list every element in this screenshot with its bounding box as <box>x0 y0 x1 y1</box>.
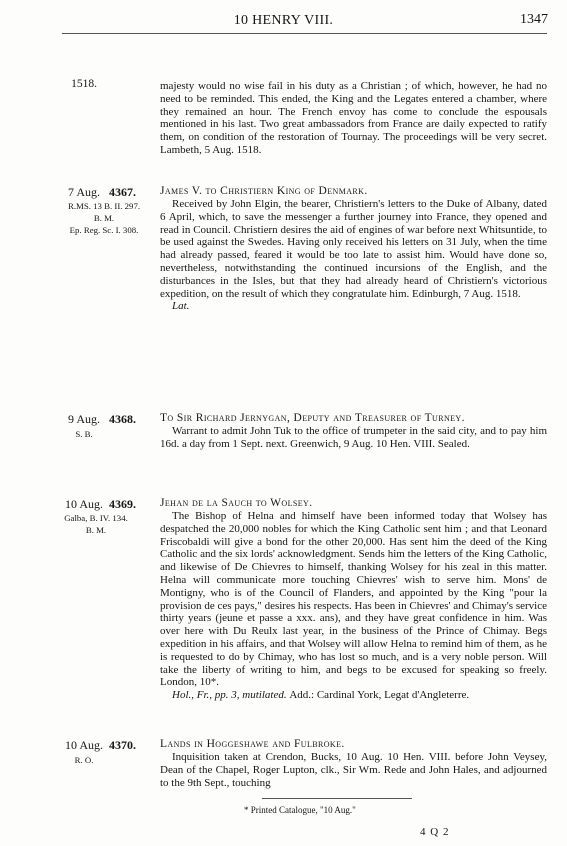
entry-date: 10 Aug. <box>64 497 103 511</box>
entry-heading <box>160 184 547 198</box>
entry-heading-text: Jehan de la Sauch to Wolsey. <box>160 497 313 509</box>
continuation-text: majesty would no wise fail in his duty as a Christian ; of which, however, he had no need to be reminded. This ended, the King and the Legates entered a chamber, where they remained an hour. The French envoy has come to conclude the espousals mentioned in his last. Two great ambassadors from France are daily expected to ratify them, on condition of the restoration of Tournay. The proceedings will be very secret. Lambeth, 5 Aug. 1518. <box>160 80 547 156</box>
entry-heading-text: James V. to Christiern King of Denmark. <box>160 185 368 197</box>
entry-references <box>62 429 106 441</box>
entry-text: The Bishop of Helna and himself have been informed today that Wolsey has despatched the 20,000 nobles for which the King Catholic sent him ; and that Leonard Friscobaldi will give a bond for the other 20,000. Has sent him the deed of the King Catholic and the six lords' acknowledgment. Sends him the letters of the King Catholic, and likewise of De Chievres to himself, thanking Wolsey for his zeal in this matter. Helna will communicate more touching Chievres' wish to serve him. Mons' de Montigny, who is of the Council of Flanders, and appointed by the King "pour la provision de ces pays," desires his respects. Has been in Chievres' and Chimay's service thirty years (jeune et passe a xxx. ans), and they have great confidence in him. Was over here with Du Reulx last year, in the business of the Prince of Chimay. Begs expedition in his affairs, and that Wolsey will allow Helna to remind him of them, as he is requested to do by Chimay, who has lost so much, and is a very noble person. Will take the liberty of writing to him, and begs to be excused for speaking so freely. London, 10*. <box>160 510 547 689</box>
entry-references <box>62 755 106 767</box>
entry-text: Warrant to admit John Tuk to the office of trumpeter in the said city, and to pay him 16d. a day from 1 Sept. next. Greenwich, 9 Aug. 10 Hen. VIII. Sealed. <box>160 425 547 450</box>
entry-text: Received by John Elgin, the bearer, Christiern's letters to the Duke of Albany, dated 6 April, which, to save the messenger a further journey into France, they opened and read in Council. Christiern desires the aid of engines of war before next Whitsuntide, to be used against the Swedes. Having only received his letters on 31 July, when the time had already passed, feared it would be too late to assist him. Would have done so, nevertheless, notwithstanding the continued incursions of the English, and the disturbances in the Isles, but that they had already heard of Christiern's victorious expedition, on the result of which they congratulate him. Edinburgh, 7 Aug. 1518. <box>160 198 547 300</box>
footnote-rule <box>262 798 412 799</box>
entry-note <box>160 689 547 702</box>
reference-line: R.MS. 13 B. II. 297. <box>67 201 141 211</box>
page-number: 1347 <box>520 12 548 27</box>
reference-line: Ep. Reg. Sc. I. 308. <box>69 224 139 235</box>
entry-note-address: Add.: Cardinal York, Legat d'Angleterre. <box>289 689 470 702</box>
reference-line: S. B. <box>75 429 93 439</box>
entry-note-hol: Hol., Fr., pp. 3, mutilated. <box>172 689 287 702</box>
reference-line: Galba, B. IV. 134. <box>64 513 128 523</box>
entry-references <box>54 201 154 236</box>
entry-heading-text: Lands in Hoggeshawe and Fulbroke. <box>160 738 345 750</box>
entry-note: Lat. <box>172 300 190 313</box>
reference-line: B. M. <box>93 212 115 223</box>
reference-line: R. O. <box>74 755 94 765</box>
reference-line: B. M. <box>85 524 107 535</box>
entry-body <box>160 184 547 313</box>
year-margin: 1518. <box>71 78 97 90</box>
entry-number: 4369. <box>109 497 136 511</box>
running-header-title: 10 HENRY VIII. <box>233 13 334 28</box>
signature-mark: 4 Q 2 <box>420 826 450 838</box>
continuation-paragraph <box>160 80 547 157</box>
entry-heading <box>160 496 547 510</box>
entry-heading <box>160 411 547 425</box>
entry-number: 4367. <box>109 185 136 199</box>
entry-number: 4368. <box>109 412 136 426</box>
entry-date: 7 Aug. <box>67 185 100 199</box>
entry-body <box>160 737 547 789</box>
entry-heading <box>160 737 547 751</box>
entry-number: 4370. <box>109 738 136 752</box>
footnote: * Printed Catalogue, "10 Aug." <box>244 805 356 815</box>
entry-references <box>60 513 132 537</box>
entry-text: Inquisition taken at Crendon, Bucks, 10 Aug. 10 Hen. VIII. before John Veysey, Dean of the Chapel, Roger Lupton, clk., Sir Wm. Rede and John Hales, and adjourned to the 9th Sept., touching <box>160 751 547 789</box>
entry-body <box>160 496 547 702</box>
entry-date: 10 Aug. <box>64 738 103 752</box>
entry-body <box>160 411 547 451</box>
header-rule <box>62 33 547 34</box>
entry-heading-text: To Sir Richard Jernygan, Deputy and Treasurer of Turney. <box>160 412 465 424</box>
entry-date: 9 Aug. <box>67 412 100 426</box>
